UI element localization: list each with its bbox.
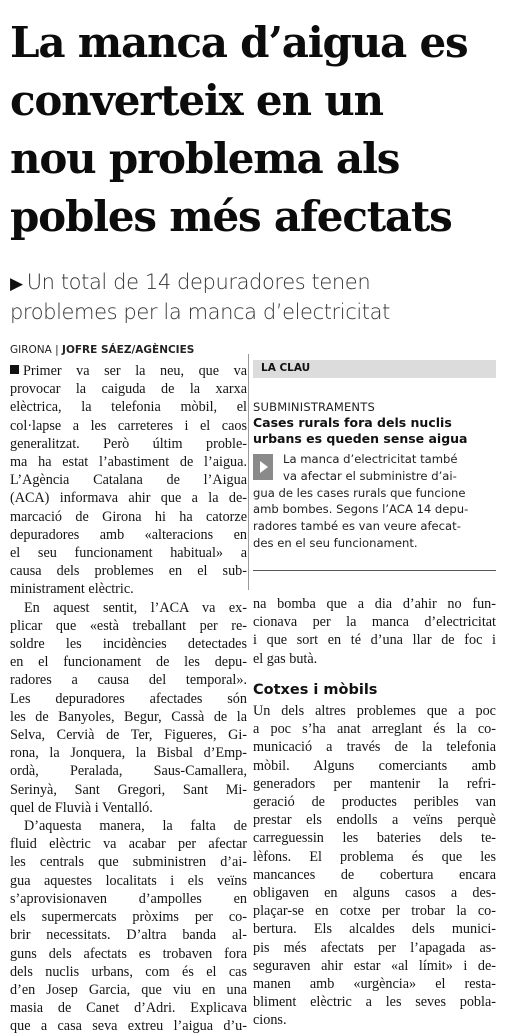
byline-author: JOFRE SÁEZ/AGÈNCIES — [62, 344, 195, 356]
text-line: ma ha estat l’abastiment de l’aigua. — [10, 454, 247, 471]
box-text-line: La manca d’electricitat també — [283, 452, 458, 466]
text-line: el gas butà. — [253, 650, 318, 667]
text-line: les de Banyoles, Begur, Cassà de la — [10, 708, 247, 725]
text-line: ordà, Peralada, Saus-Camallera, — [10, 763, 247, 780]
headline-line: converteix en un — [10, 76, 383, 125]
box-text-line: radores també es van veure afecat- — [253, 519, 461, 534]
text-line: Les depuradores afectades són — [10, 690, 247, 707]
play-triangle-icon: ▶ — [10, 274, 23, 294]
box-text-line: amb bombes. Segons l’ACA 14 depu- — [253, 502, 469, 517]
text-line: pis més afectats per l’apagada as- — [253, 939, 496, 956]
lead-square-icon — [10, 365, 19, 374]
text-line: D’aquesta manera, la falta de — [24, 818, 247, 835]
box-text — [253, 451, 496, 552]
text-line: geració de productes peribles van — [253, 794, 496, 811]
text-line: mancances de cobertura encara — [253, 866, 496, 883]
text-line: guns dels afectats es trobaven fora — [10, 945, 247, 962]
text-line: manen amb «urgència» el resta- — [253, 976, 496, 993]
text-line: municació a través de la telefonia — [253, 739, 496, 756]
text-line: i que sort en té d’una llar de foc i — [253, 632, 496, 649]
box-bottom-rule — [253, 570, 496, 571]
box-kicker: SUBMINISTRAMENTS — [253, 400, 375, 414]
text-line: generadors per mantenir la refri- — [253, 775, 496, 792]
text-line: en el funcionament de les depu- — [10, 654, 247, 671]
text-line: s’aprovisionaven d’ampolles en — [10, 890, 247, 907]
subheadline — [10, 268, 500, 326]
text-line: plaçar-se en cotxe per trobar la co- — [253, 903, 496, 920]
text-line: d’en Josep Garcia, que viu en una — [10, 981, 247, 998]
text-line: col·lapse a les carreteres i el caos — [10, 417, 247, 434]
text-line: a poc s’ha anat arreglant és la co- — [253, 721, 496, 738]
text-line: bertura. Els alcaldes dels munici- — [253, 921, 496, 938]
subhead-text: Un total de 14 depuradores tenen — [26, 270, 371, 294]
text-line: obligaven en alguns casos a des- — [253, 885, 496, 902]
text-line: dels nuclis urbans, com és el cas — [10, 963, 247, 980]
headline-line: nou problema als — [10, 134, 400, 183]
text-line: Un dels altres problemes que a poc — [253, 703, 496, 719]
lead-text: Primer va ser la neu, que va — [23, 363, 247, 379]
text-line: causa dels problemes en el sub- — [10, 563, 247, 580]
text-line: fluid elèctric va acabar per afectar — [10, 836, 247, 853]
text-line: carreguessin les bateries dels te- — [253, 830, 496, 847]
text-line: na bomba que a dia d’ahir no fun- — [253, 596, 496, 612]
headline — [10, 14, 500, 246]
article-column-right — [253, 702, 496, 1030]
text-line: seguraven ahir estar «al límit» i de- — [253, 957, 496, 974]
text-line: el seu funcionament habitual» a — [10, 545, 247, 562]
text-line: bliment elèctric a les seves pobla- — [253, 994, 496, 1011]
key-facts-box — [253, 358, 496, 571]
text-line: prestar els endolls a veïns perquè — [253, 812, 496, 829]
text-line: Selva, Cervià de Ter, Figueres, Gi- — [10, 727, 247, 744]
text-line: (ACA) informava ahir que a la de- — [10, 490, 247, 507]
text-line: quel de Fluvià i Ventalló. — [10, 799, 153, 816]
text-line: marcació de Girona hi ha catorze — [10, 508, 247, 525]
byline-place: GIRONA | — [10, 344, 63, 356]
text-line: plicar que «està treballant per re- — [10, 617, 247, 634]
box-text-line: va afectar el subministre d’ai- — [283, 468, 457, 483]
text-line: brir necessitats. D’altra banda al- — [10, 927, 247, 944]
box-title-line: Cases rurals fora dels nuclis — [253, 415, 452, 430]
text-line: les centrals que subministren d’ai- — [10, 854, 247, 871]
text-line: cionava per la manca d’electricitat — [253, 614, 496, 631]
text-line: soldre les incidències detectades — [10, 636, 247, 653]
section-title: Cotxes i mòbils — [253, 682, 378, 698]
text-line: radores a causa del temporal». — [10, 672, 247, 689]
box-title-line: urbans es queden sense aigua — [253, 431, 468, 446]
text-line: generalitzat. Però últim proble- — [10, 435, 247, 452]
text-line: depuradores amb «alteracions en — [10, 526, 247, 543]
subhead-line-1 — [10, 268, 500, 298]
box-text-line: gua de les cases rurals que funcione — [253, 485, 466, 500]
byline — [10, 344, 194, 356]
text-line: elèctrica, la telefonia mòbil, el — [10, 399, 247, 416]
column-divider — [248, 354, 249, 590]
text-line: lèfons. El problema és que les — [253, 848, 496, 865]
box-tag: LA CLAU — [261, 362, 311, 374]
text-line: L’Agència Catalana de l’Aigua — [10, 472, 247, 489]
text-line: els supermercats pròxims per co- — [10, 909, 247, 926]
box-text-line: des en el seu funcionament. — [253, 535, 418, 550]
text-line: masia de Canet d’Adri. Explicava — [10, 1000, 247, 1017]
text-line: gua aquestes localitats i els veïns — [10, 872, 247, 889]
headline-line: pobles més afectats — [10, 192, 452, 241]
text-line: que a casa seva extreu l’aigua d’u- — [10, 1018, 247, 1035]
text-line: provocar la caiguda de la xarxa — [10, 381, 247, 398]
text-line — [10, 362, 247, 380]
headline-line: La manca d’aigua es — [10, 18, 468, 67]
box-title — [253, 415, 496, 447]
text-line: cions. — [253, 1012, 287, 1029]
text-line: rona, la Jonquera, la Bisbal d’Emp- — [10, 745, 247, 762]
text-line: En aquest sentit, l’ACA va ex- — [24, 599, 247, 616]
article-column-left — [10, 362, 247, 1036]
article-column-right-continuation — [253, 595, 496, 668]
text-line: Serinyà, Sant Gregori, Sant Mi- — [10, 781, 247, 798]
text-line: mòbil. Alguns comerciants amb — [253, 757, 496, 774]
text-line: ministrament elèctric. — [10, 581, 134, 598]
subhead-line-2: problemes per la manca d’electricitat — [10, 300, 390, 324]
